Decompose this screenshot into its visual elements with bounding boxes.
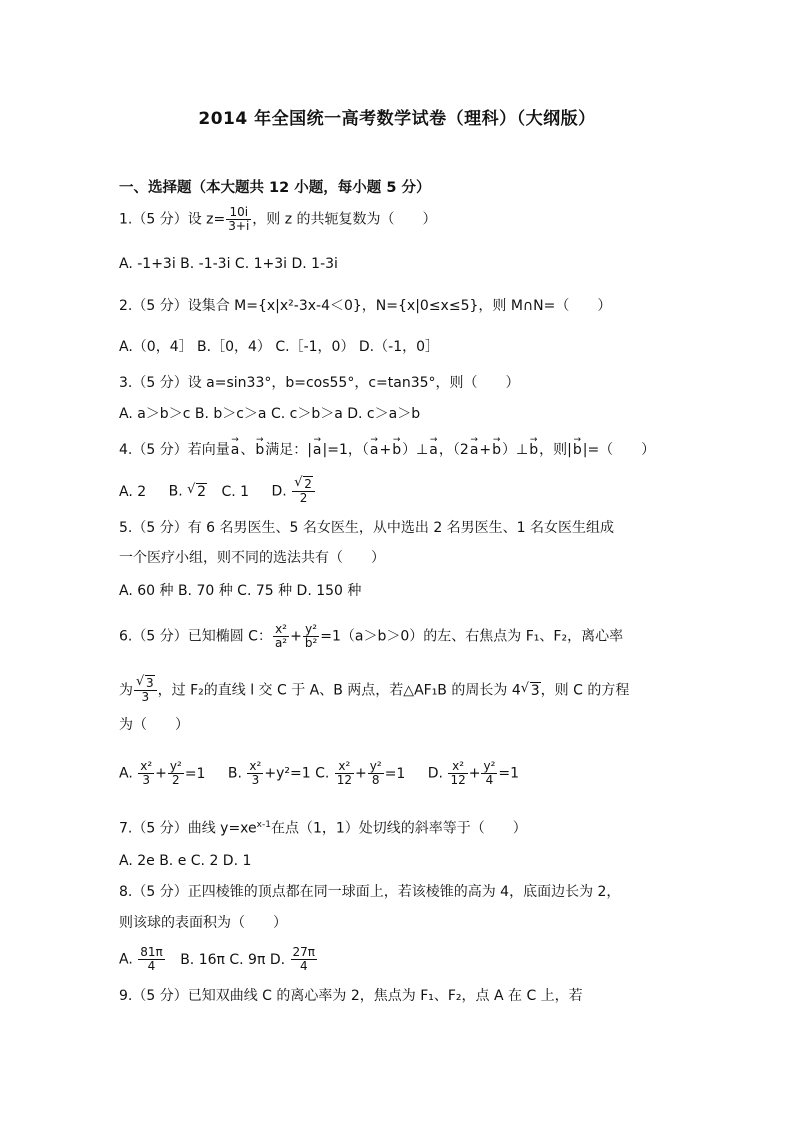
question-6-line-3: 为（ ） — [119, 717, 189, 733]
question-9-line-1: 9.（5 分）已知双曲线 C 的离心率为 2，焦点为 F₁、F₂，点 A 在 C 上，若 — [119, 988, 583, 1004]
question-5-line-2: 一个医疗小组，则不同的选法共有（ ） — [119, 550, 385, 566]
q3-options: A. a＞b＞c B. b＞c＞a C. c＞b＞a D. c＞a＞b — [119, 406, 421, 422]
q5-options: A. 60 种 B. 70 种 C. 75 种 D. 150 种 — [119, 583, 362, 599]
vector-b: b → — [254, 440, 265, 460]
question-6-line-2: 为 √ $\frac{3}{3}$ ，过 F₂的直线 l 交 C 于 A、B 两点，若△AF₁B 的周长为 4√ 3，则 C 的方程 — [119, 677, 629, 704]
question-3: 3.（5 分）设 a=sin33°，b=cos55°，c=tan35°，则（ ） — [119, 375, 520, 391]
paper-title: 2014 年全国统一高考数学试卷（理科）（大纲版） — [198, 109, 596, 129]
question-8-line-1: 8.（5 分）正四棱锥的顶点都在同一球面上，若该棱锥的高为 4，底面边长为 2， — [119, 884, 621, 900]
q1-options: A. -1+3i B. -1-3i C. 1+3i D. 1-3i — [119, 256, 338, 272]
question-2: 2.（5 分）设集合 M={x|x²-3x-4＜0}，N={x|0≤x≤5}，则 M∩N=（ ） — [119, 298, 612, 314]
question-7: 7.（5 分）曲线 $y=xe^{x-1}$在点（1，1）处切线的斜率等于（ ） — [119, 820, 527, 837]
q4-d-fraction: √ $\frac{2}{2}$ — [292, 478, 315, 505]
q2-options: A.（0，4］ B.［0，4） C.［-1，0） D.（-1，0］ — [119, 339, 440, 355]
q7-options: A. 2e B. e C. 2 D. 1 — [119, 853, 252, 869]
q1-fraction: $\frac{10i}{3+i}$ — [228, 205, 250, 233]
question-4: 4.（5 分）若向量a →、b →满足：|a →|=1，（a →+b →）⊥a →，（2a →+b →）⊥b →，则|b →|=（ ） — [119, 440, 655, 460]
question-8-line-2: 则该球的表面积为（ ） — [119, 915, 287, 931]
question-1 — [119, 206, 437, 233]
question-6-line-1: 6.（5 分）已知椭圆 C： $\frac{\text{x²}}{\text{a²}}$ + $\frac{\text{y²}}{\text{b²}}$ =1（a＞b＞0）的左、右焦点为 F₁、F₂，离心率 — [119, 622, 624, 650]
q1-stem-b: ，则 z 的共轭复数为（ ） — [252, 211, 437, 228]
vector-a: a → — [230, 440, 241, 460]
q1-stem-a: 1.（5 分）设 z= — [119, 211, 226, 228]
q4-options: A. 2 B. √ 2 C. 1 D. √ $\frac{2}{2}$ — [119, 478, 316, 505]
section-heading: 一、选择题（本大题共 12 小题，每小题 5 分） — [119, 180, 431, 196]
question-5-line-1: 5.（5 分）有 6 名男医生、5 名女医生，从中选出 2 名男医生、1 名女医生组成 — [119, 520, 615, 536]
q8-options: A. $\frac{81\pi}{4}$ B. 16π C. 9π D. $\frac{27\pi}{4}$ — [119, 945, 316, 973]
sqrt-symbol: √ 2 — [187, 482, 207, 502]
q6-options: A. $\frac{\text{x²}}{3}$ + $\frac{\text{y²}}{2}$ =1 B. $\frac{\text{x²}}{3}$ +y²=1 C. $\frac{\text{x²}}{12}$ + $\frac{\text{y²}}{8}$ =1 D. $\frac{\text{x²}}{12}$ + $\frac{\text{y²}}{4}$ =1 — [119, 759, 520, 787]
